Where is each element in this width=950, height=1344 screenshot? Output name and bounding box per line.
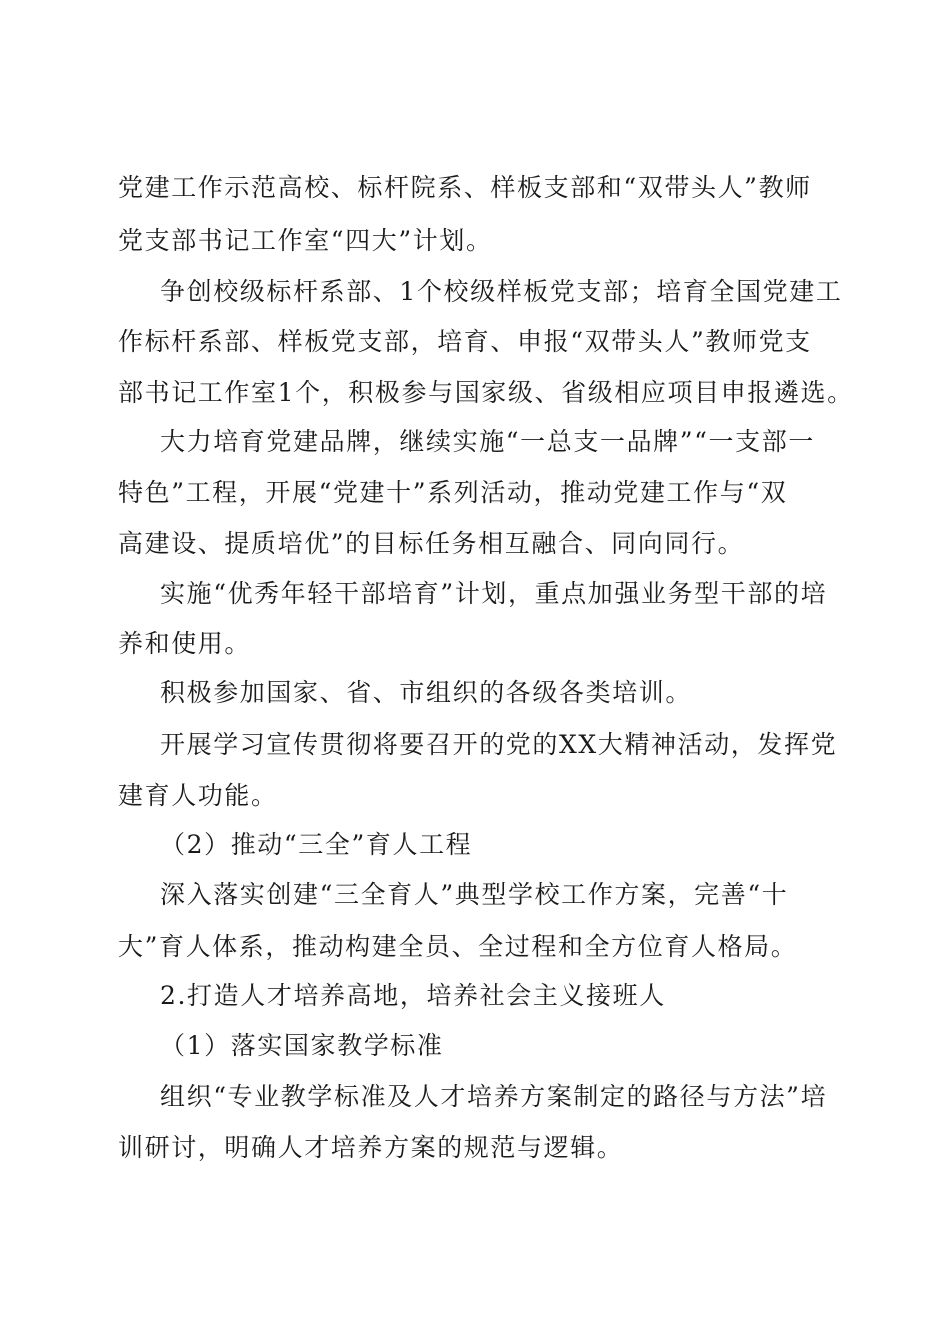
paragraph-line: 养和使用。 <box>118 629 252 658</box>
paragraph-line: 争创校级标杆系部、1个校级样板党支部；培育全国党建工 <box>160 277 843 306</box>
paragraph-line: 高建设、提质培优”的目标任务相互融合、同向同行。 <box>118 529 745 558</box>
paragraph-line: 积极参加国家、省、市组织的各级各类培训。 <box>160 678 693 707</box>
section-heading: 2.打造人才培养高地，培养社会主义接班人 <box>160 981 666 1010</box>
paragraph-line: 党支部书记工作室“四大”计划。 <box>118 226 493 255</box>
paragraph-line: 党建工作示范高校、标杆院系、样板支部和“双带头人”教师 <box>118 173 812 202</box>
paragraph-line: 建育人功能。 <box>118 781 278 810</box>
paragraph-line: 作标杆系部、样板党支部，培育、申报“双带头人”教师党支 <box>118 327 812 356</box>
paragraph-line: 部书记工作室1个，积极参与国家级、省级相应项目申报遴选。 <box>118 378 854 407</box>
paragraph-line: 训研讨，明确人才培养方案的规范与逻辑。 <box>118 1133 624 1162</box>
paragraph-line: 组织“专业教学标准及人才培养方案制定的路径与方法”培 <box>160 1082 828 1111</box>
section-heading: （2）推动“三全”育人工程 <box>160 830 473 859</box>
paragraph-line: 大力培育党建品牌，继续实施“一总支一品牌”“一支部一 <box>160 427 815 456</box>
paragraph-line: 实施“优秀年轻干部培育”计划，重点加强业务型干部的培 <box>160 579 828 608</box>
paragraph-line: 大”育人体系，推动构建全员、全过程和全方位育人格局。 <box>118 932 798 961</box>
section-heading: （1）落实国家教学标准 <box>160 1031 444 1060</box>
paragraph-line: 开展学习宣传贯彻将要召开的党的XX大精神活动，发挥党 <box>160 730 838 759</box>
paragraph-line: 深入落实创建“三全育人”典型学校工作方案，完善“十 <box>160 880 789 909</box>
paragraph-line: 特色”工程，开展“党建十”系列活动，推动党建工作与“双 <box>118 478 788 507</box>
